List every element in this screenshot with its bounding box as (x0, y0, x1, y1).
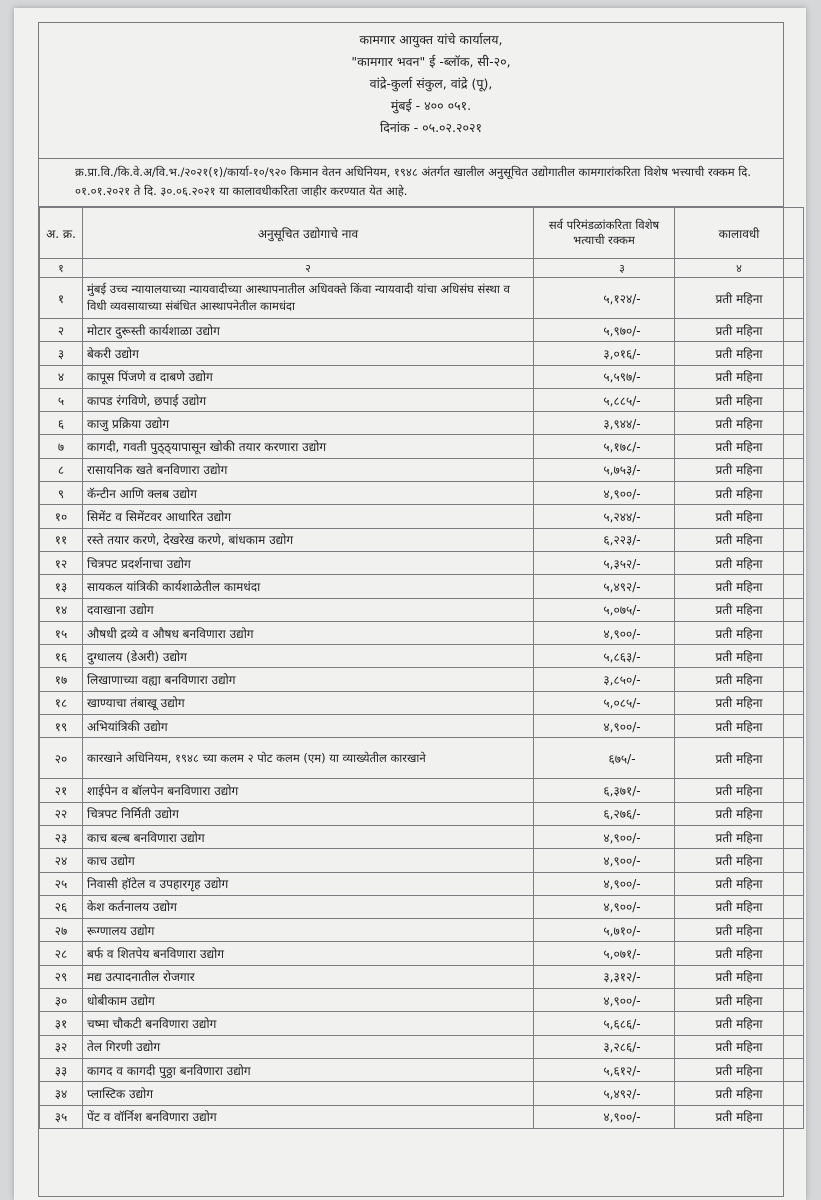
row-amount: ३,२८६/- (534, 1035, 675, 1058)
row-amount: ४,९००/- (534, 825, 675, 848)
row-industry-name: लिखाणाच्या वह्या बनविणारा उद्योग (83, 668, 534, 691)
row-amount: ६,३७१/- (534, 779, 675, 802)
row-serial: २२ (40, 802, 83, 825)
header-period: कालावधी (675, 208, 804, 259)
column-number-row (40, 259, 804, 278)
document-date: दिनांक - ०५.०२.२०२१ (379, 120, 483, 135)
row-amount: ४,९००/- (534, 872, 675, 895)
table-row (40, 1035, 804, 1058)
row-industry-name: कारखाने अधिनियम, १९४८ च्या कलम २ पोट कलम (एम) या व्याख्येतील कारखाने (83, 738, 534, 779)
table-row (40, 645, 804, 668)
row-serial: १८ (40, 691, 83, 714)
row-industry-name: चष्मा चौकटी बनविणारा उद्योग (83, 1012, 534, 1035)
row-period: प्रती महिना (675, 691, 804, 714)
row-period: प्रती महिना (675, 895, 804, 918)
row-industry-name: बेकरी उद्योग (83, 342, 534, 365)
row-industry-name: कापूस पिंजणे व दाबणे उद्योग (83, 365, 534, 388)
row-period: प्रती महिना (675, 942, 804, 965)
row-amount: ४,९००/- (534, 715, 675, 738)
table-row (40, 691, 804, 714)
column-number: ४ (675, 259, 804, 278)
row-period: प्रती महिना (675, 779, 804, 802)
row-industry-name: सायकल यांत्रिकी कार्यशाळेतील कामधंदा (83, 575, 534, 598)
row-period: प्रती महिना (675, 1105, 804, 1128)
table-row (40, 1058, 804, 1081)
row-industry-name: कॅन्टीन आणि क्लब उद्योग (83, 482, 534, 505)
row-period: प्रती महिना (675, 482, 804, 505)
row-serial: १५ (40, 621, 83, 644)
row-amount: ५,८८५/- (534, 388, 675, 411)
row-serial: २३ (40, 825, 83, 848)
row-industry-name: रूग्णालय उद्योग (83, 919, 534, 942)
row-serial: ५ (40, 388, 83, 411)
table-row (40, 849, 804, 872)
row-period: प्रती महिना (675, 412, 804, 435)
table-row (40, 872, 804, 895)
row-amount: ६,२७६/- (534, 802, 675, 825)
row-industry-name: धोबीकाम उद्योग (83, 989, 534, 1012)
row-amount: ५,१२४/- (534, 278, 675, 319)
row-amount: ५,३५२/- (534, 551, 675, 574)
row-period: प्रती महिना (675, 435, 804, 458)
row-industry-name: केश कर्तनालय उद्योग (83, 895, 534, 918)
office-header (39, 23, 783, 159)
row-period: प्रती महिना (675, 825, 804, 848)
row-industry-name: काच बल्ब बनविणारा उद्योग (83, 825, 534, 848)
table-row (40, 825, 804, 848)
row-period: प्रती महिना (675, 1035, 804, 1058)
table-row (40, 965, 804, 988)
row-industry-name: कागदी, गवती पुठ्ठ्यापासून खोकी तयार करणारा उद्योग (83, 435, 534, 458)
table-row (40, 365, 804, 388)
header-amount: सर्व परिमंडळांकरिता विशेष भत्याची रक्कम (534, 208, 675, 259)
allowance-table (39, 207, 804, 1129)
row-period: प्रती महिना (675, 528, 804, 551)
table-row (40, 779, 804, 802)
row-industry-name: औषधी द्रव्ये व औषध बनविणारा उद्योग (83, 621, 534, 644)
row-serial: ९ (40, 482, 83, 505)
row-period: प्रती महिना (675, 668, 804, 691)
table-row (40, 895, 804, 918)
column-number: ३ (534, 259, 675, 278)
row-serial: ३३ (40, 1058, 83, 1081)
row-industry-name: शाईपेन व बॉलपेन बनविणारा उद्योग (83, 779, 534, 802)
row-period: प्रती महिना (675, 319, 804, 342)
row-serial: १४ (40, 598, 83, 621)
row-amount: ५,०८५/- (534, 691, 675, 714)
office-name: कामगार आयुक्त यांचे कार्यालय, (359, 32, 503, 47)
row-serial: ४ (40, 365, 83, 388)
row-serial: ७ (40, 435, 83, 458)
row-period: प्रती महिना (675, 989, 804, 1012)
table-row (40, 388, 804, 411)
table-row (40, 458, 804, 481)
row-amount: ६,२२३/- (534, 528, 675, 551)
row-amount: ३,०१६/- (534, 342, 675, 365)
row-period: प्रती महिना (675, 919, 804, 942)
row-period: प्रती महिना (675, 872, 804, 895)
table-row (40, 668, 804, 691)
row-serial: ६ (40, 412, 83, 435)
row-serial: ३१ (40, 1012, 83, 1035)
row-amount: ५,६१२/- (534, 1058, 675, 1081)
row-amount: ५,७१०/- (534, 919, 675, 942)
row-industry-name: मोटार दुरूस्ती कार्यशाळा उद्योग (83, 319, 534, 342)
header-serial: अ. क्र. (40, 208, 83, 259)
row-period: प्रती महिना (675, 1082, 804, 1105)
table-row (40, 575, 804, 598)
row-period: प्रती महिना (675, 1058, 804, 1081)
row-amount: ६७५/- (534, 738, 675, 779)
row-period: प्रती महिना (675, 645, 804, 668)
table-row (40, 598, 804, 621)
row-serial: १२ (40, 551, 83, 574)
office-city: मुंबई - ४०० ०५१. (390, 98, 472, 113)
table-row (40, 551, 804, 574)
row-amount: ५,६८६/- (534, 1012, 675, 1035)
row-amount: ५,०७१/- (534, 942, 675, 965)
row-amount: ३,८५०/- (534, 668, 675, 691)
row-amount: ५,९७०/- (534, 319, 675, 342)
row-serial: १७ (40, 668, 83, 691)
row-industry-name: कापड रंगविणे, छपाई उद्योग (83, 388, 534, 411)
row-period: प्रती महिना (675, 715, 804, 738)
row-amount: ३,३१२/- (534, 965, 675, 988)
row-period: प्रती महिना (675, 1012, 804, 1035)
row-industry-name: बर्फ व शितपेय बनविणारा उद्योग (83, 942, 534, 965)
table-row (40, 1082, 804, 1105)
table-row (40, 738, 804, 779)
table-row (40, 528, 804, 551)
table-row (40, 919, 804, 942)
notice-text: क्र.प्रा.वि./कि.वे.अ/वि.भ./२०२१(१)/कार्या-१०/९२० किमान वेतन अधिनियम, १९४८ अंतर्गत खालील अनुसूचित उद्योगातील कामगारांकरिता विशेष भत्त्याची रक्कम दि. ०१.०१.२०२१ ते दि. ३०.०६.२०२१ या कालावधीकरिता जाहीर करण्यात येत आहे. (39, 159, 783, 207)
header-industry: अनुसूचित उद्योगाचे नाव (83, 208, 534, 259)
row-serial: २९ (40, 965, 83, 988)
document-frame (38, 22, 784, 1197)
table-row (40, 621, 804, 644)
row-period: प्रती महिना (675, 458, 804, 481)
row-serial: २ (40, 319, 83, 342)
row-amount: ५,४९२/- (534, 1082, 675, 1105)
office-building: "कामगार भवन" ई -ब्लॉक, सी-२०, (351, 54, 511, 69)
row-amount: ५,४९२/- (534, 575, 675, 598)
row-amount: ५,०७५/- (534, 598, 675, 621)
row-serial: २८ (40, 942, 83, 965)
row-industry-name: दवाखाना उद्योग (83, 598, 534, 621)
row-serial: ११ (40, 528, 83, 551)
table-row (40, 482, 804, 505)
row-amount: ४,९००/- (534, 621, 675, 644)
row-serial: ८ (40, 458, 83, 481)
row-serial: १६ (40, 645, 83, 668)
table-row (40, 1105, 804, 1128)
row-amount: ४,९००/- (534, 895, 675, 918)
row-industry-name: रस्ते तयार करणे, देखरेख करणे, बांधकाम उद्योग (83, 528, 534, 551)
row-period: प्रती महिना (675, 278, 804, 319)
row-industry-name: चित्रपट प्रदर्शनाचा उद्योग (83, 551, 534, 574)
table-row (40, 435, 804, 458)
row-serial: १३ (40, 575, 83, 598)
row-serial: ३० (40, 989, 83, 1012)
office-complex: वांद्रे-कुर्ला संकुल, वांद्रे (पू), (369, 76, 493, 91)
table-row (40, 412, 804, 435)
table-row (40, 319, 804, 342)
row-period: प्रती महिना (675, 849, 804, 872)
row-period: प्रती महिना (675, 365, 804, 388)
row-industry-name: काजु प्रक्रिया उद्योग (83, 412, 534, 435)
table-header-row (40, 208, 804, 259)
row-period: प्रती महिना (675, 575, 804, 598)
row-period: प्रती महिना (675, 551, 804, 574)
row-period: प्रती महिना (675, 802, 804, 825)
row-serial: ३२ (40, 1035, 83, 1058)
table-row (40, 505, 804, 528)
row-period: प्रती महिना (675, 388, 804, 411)
row-amount: ५,७५३/- (534, 458, 675, 481)
row-period: प्रती महिना (675, 505, 804, 528)
row-industry-name: मद्य उत्पादनातील रोजगार (83, 965, 534, 988)
row-serial: २० (40, 738, 83, 779)
row-industry-name: तेल गिरणी उद्योग (83, 1035, 534, 1058)
row-serial: १ (40, 278, 83, 319)
row-industry-name: सिमेंट व सिमेंटवर आधारित उद्योग (83, 505, 534, 528)
document-page (14, 8, 806, 1200)
row-industry-name: प्लास्टिक उद्योग (83, 1082, 534, 1105)
row-period: प्रती महिना (675, 965, 804, 988)
row-amount: ५,२४४/- (534, 505, 675, 528)
row-industry-name: रासायनिक खते बनविणारा उद्योग (83, 458, 534, 481)
table-row (40, 342, 804, 365)
row-serial: ३४ (40, 1082, 83, 1105)
table-row (40, 1012, 804, 1035)
row-period: प्रती महिना (675, 342, 804, 365)
row-amount: ५,१७८/- (534, 435, 675, 458)
row-amount: ४,९००/- (534, 482, 675, 505)
row-industry-name: चित्रपट निर्मिती उद्योग (83, 802, 534, 825)
row-amount: ४,९००/- (534, 849, 675, 872)
table-row (40, 942, 804, 965)
row-industry-name: अभियांत्रिकी उद्योग (83, 715, 534, 738)
row-industry-name: काच उद्योग (83, 849, 534, 872)
row-industry-name: कागद व कागदी पुठ्ठा बनविणारा उद्योग (83, 1058, 534, 1081)
row-amount: ५,८६३/- (534, 645, 675, 668)
row-serial: ३ (40, 342, 83, 365)
row-serial: १९ (40, 715, 83, 738)
table-row (40, 989, 804, 1012)
row-serial: ३५ (40, 1105, 83, 1128)
row-serial: २७ (40, 919, 83, 942)
row-amount: ५,५९७/- (534, 365, 675, 388)
row-serial: १० (40, 505, 83, 528)
row-serial: २४ (40, 849, 83, 872)
row-industry-name: दुग्धालय (डेअरी) उद्योग (83, 645, 534, 668)
row-amount: ३,९४४/- (534, 412, 675, 435)
row-industry-name: निवासी हॉटेल व उपहारगृह उद्योग (83, 872, 534, 895)
row-industry-name: मुंबई उच्च न्यायालयाच्या न्यायवादीच्या आस्थापनातील अधिवक्ते किंवा न्यायवादी यांचा अधिसंघ संस्था व विधी व्यवसायाच्या संबंधित आस्थापनेतील कामधंदा (83, 278, 534, 319)
row-industry-name: खाण्याचा तंबाखू उद्योग (83, 691, 534, 714)
row-industry-name: पेंट व वॉर्निश बनविणारा उद्योग (83, 1105, 534, 1128)
table-row (40, 278, 804, 319)
column-number: २ (83, 259, 534, 278)
row-period: प्रती महिना (675, 738, 804, 779)
row-serial: २६ (40, 895, 83, 918)
row-period: प्रती महिना (675, 598, 804, 621)
row-period: प्रती महिना (675, 621, 804, 644)
row-serial: २५ (40, 872, 83, 895)
row-serial: २१ (40, 779, 83, 802)
column-number: १ (40, 259, 83, 278)
table-row (40, 715, 804, 738)
row-amount: ४,९००/- (534, 989, 675, 1012)
table-row (40, 802, 804, 825)
row-amount: ४,९००/- (534, 1105, 675, 1128)
